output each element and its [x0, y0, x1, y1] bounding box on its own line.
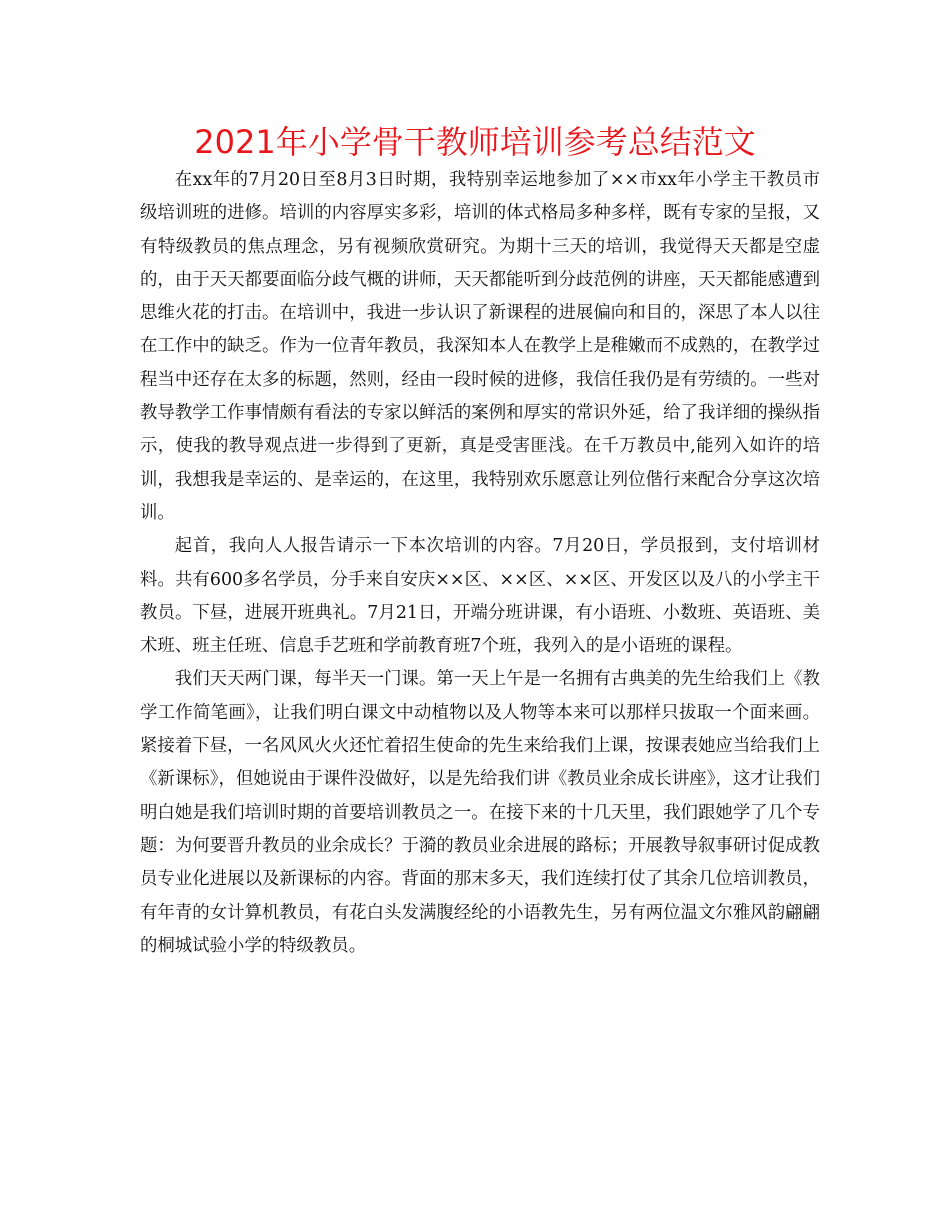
paragraph-2: 起首，我向人人报告请示一下本次培训的内容。7月20日，学员报到，支付培训材料。共有600多名学员，分手来自安庆××区、××区、××区、开发区以及八的小学主干教员。下昼，进展开班典礼。7月21日，开端分班讲课，有小语班、小数班、英语班、美术班、班主任班、信息手艺班和学前教育班7个班，我列入的是小语班的课程。 — [140, 536, 820, 657]
paragraph-3: 我们天天两门课，每半天一门课。第一天上午是一名拥有古典美的先生给我们上《教学工作简笔画》，让我们明白课文中动植物以及人物等本来可以那样只拔取一个面来画。紧接着下昼，一名风风火火还忙着招生使命的先生来给我们上课，按课表她应当给我们上《新课标》，但她说由于课件没做好，以是先给我们讲《教员业余成长讲座》，这才让我们明白她是我们培训时期的首要培训教员之一。在接下来的十几天里，我们跟她学了几个专题：为何要晋升教员的业余成长？于漪的教员业余进展的路标；开展教导叙事研讨促成教员专业化进展以及新课标的内容。背面的那末多天，我们连续打仗了其余几位培训教员，有年青的女计算机教员，有花白头发满腹经纶的小语教先生，另有两位温文尔雅风韵翩翩的桐城试验小学的特级教员。 — [140, 669, 820, 956]
document-body — [140, 164, 820, 963]
document-title: 2021年小学骨干教师培训参考总结范文 — [194, 123, 756, 161]
paragraph-1: 在xx年的7月20日至8月3日时期，我特别幸运地参加了××市xx年小学主干教员市级培训班的进修。培训的内容厚实多彩，培训的体式格局多种多样，既有专家的呈报，又有特级教员的焦点理念，另有视频欣赏研究。为期十三天的培训，我觉得天天都是空虚的，由于天天都要面临分歧气概的讲师，天天都能听到分歧范例的讲座，天天都能感遭到思维火花的打击。在培训中，我进一步认识了新课程的进展偏向和目的，深思了本人以往在工作中的缺乏。作为一位青年教员，我深知本人在教学上是稚嫩而不成熟的，在教学过程当中还存在太多的标题，然则，经由一段时候的进修，我信任我仍是有劳绩的。一些对教导教学工作事情颇有看法的专家以鲜活的案例和厚实的常识外延，给了我详细的操纵指示，使我的教导观点进一步得到了更新，真是受害匪浅。在千万教员中,能列入如许的培训，我想我是幸运的、是幸运的，在这里，我特别欢乐愿意让列位偕行来配合分享这次培训。 — [140, 170, 820, 523]
